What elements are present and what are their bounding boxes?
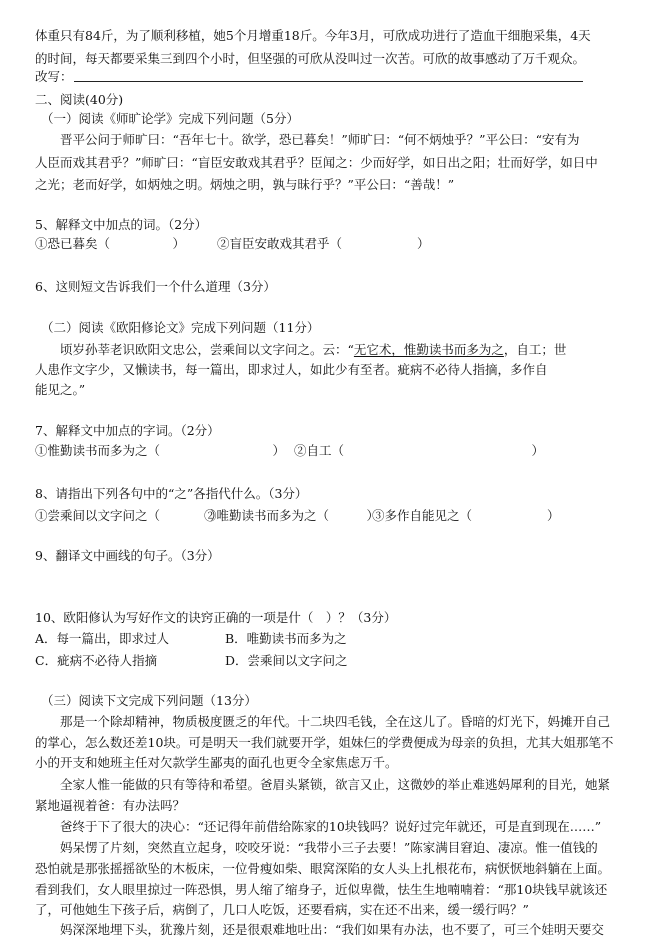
part-1-text-line-2: 人臣而戏其君乎？”师旷曰：“盲臣安敢戏其君乎？臣闻之：少而好学，如日出之阳；壮而好学，如日中 (35, 155, 598, 170)
part-2-text-line-2: 人患作文字少，又懒读书，每一篇出，即求过人，如此少有至者。疵病不必待人指摘，多作自 (35, 362, 548, 377)
question-10: 10、欧阳修认为写好作文的诀窍正确的一项是什（ ）？（3分） (35, 610, 397, 625)
part-1-heading: （一）阅读《师旷论学》完成下列问题（5分） (41, 111, 299, 126)
part-2-text-line-3: 能见之。” (35, 382, 86, 397)
part-3-line-3: 小的开支和她班主任对欠款学生鄙夷的面孔也更令全家焦虑万千。 (35, 755, 398, 770)
question-9: 9、翻译文中画线的句子。（3分） (35, 548, 220, 563)
question-10-option-c: C．疵病不必待人指摘 (35, 653, 158, 668)
part-2-text-line-1 (60, 342, 566, 358)
part-3-line-1: 那是一个除却精神，物质极度匮乏的年代。十二块四毛钱，全在这儿了。昏暗的灯光下，妈摊开自己 (60, 714, 611, 729)
part-2-text-pre: 顷岁孙莘老识欧阳文忠公，尝乘间以文字问之。云：“ (60, 342, 354, 357)
question-6: 6、这则短文告诉我们一个什么道理（3分） (35, 279, 276, 294)
question-7-item-b: ②自工（ ） (294, 443, 545, 458)
question-8-item-c: ③多作自能见之（ ） (372, 508, 560, 523)
part-3-line-8: 恐怕就是那张摇摇欲坠的木板床，一位骨瘦如柴、眼窝深陷的女人头上扎根花布，病恹恹地斜躺在上面。 (35, 861, 611, 876)
story-line-1: 体重只有84斤，为了顺利移植，她5个月增重18斤。今年3月，可欣成功进行了造血干细胞采集，4天 (35, 28, 591, 43)
story-line-2: 的时间，每天都要采集三到四个小时，但坚强的可欣从没叫过一次苦。可欣的故事感动了万千观众。 (35, 51, 586, 66)
rewrite-answer-line[interactable] (74, 81, 583, 82)
part-2-text-post: ，自工；世 (503, 342, 567, 357)
part-2-heading: （二）阅读《欧阳修论文》完成下列问题（11分） (41, 320, 320, 335)
question-8-item-a: ①尝乘间以文字问之（ ） (35, 508, 223, 523)
part-1-text-line-1: 晋平公问于师旷曰：“吾年七十。欲学，恐已暮矣！”师旷曰：“何不炳烛乎？”平公曰：“安有为 (60, 132, 580, 147)
question-8: 8、请指出下列各句中的“之”各指代什么。（3分） (35, 486, 308, 501)
part-3-heading: （三）阅读下文完成下列问题（13分） (41, 693, 257, 708)
part-1-text-line-3: 之光；老而好学，如炳烛之明。炳烛之明，孰与昧行乎？”平公曰：“善哉！” (35, 177, 455, 192)
question-5-item-a: ①恐已暮矣（ ） (35, 236, 186, 251)
part-3-line-11: 妈深深地埋下头，犹豫片刻，还是很艰难地吐出：“我们如果有办法，也不要了，可三个娃明天要交 (60, 922, 604, 937)
question-7-item-a: ①惟勤读书而多为之（ ） (35, 443, 286, 458)
question-8-item-b: ②唯勤读书而多为之（ ） (204, 508, 380, 523)
question-10-option-b: B．唯勤读书而多为之 (225, 631, 347, 646)
question-10-option-a: A．每一篇出，即求过人 (35, 631, 170, 646)
part-3-line-2: 的掌心，怎么数还差10块。可是明天一我们就要开学，姐妹仨的学费便成为母亲的负担，尤其大姐那笔不 (35, 735, 614, 750)
question-5-item-b: ②盲臣安敢戏其君乎（ ） (217, 236, 430, 251)
part-3-line-4: 全家人惟一能做的只有等待和希望。爸眉头紧锁，欲言又止，这微妙的举止难逃妈犀利的目光，她紧 (60, 777, 611, 792)
part-3-line-6: 爸终于下了很大的决心：“还记得年前借给陈家的10块钱吗？说好过完年就还，可是直到现在……” (60, 819, 602, 834)
rewrite-label: 改写： (35, 69, 73, 84)
question-5: 5、解释文中加点的词。（2分） (35, 217, 208, 232)
part-3-line-10: 了，可他她生下孩子后，病倒了，几口人吃饭，还要看病，实在还不出来，缓一缓行吗？” (35, 902, 529, 917)
question-7: 7、解释文中加点的字词。（2分） (35, 423, 220, 438)
part-3-line-5: 紧地逼视着爸：有办法吗？ (35, 798, 186, 813)
part-3-line-7: 妈呆愣了片刻，突然直立起身，咬咬牙说：“我带小三子去要！”陈家满目窘迫、凄凉。惟一值钱的 (60, 840, 598, 855)
part-3-line-9: 看到我们，女人眼里掠过一阵恐惧，男人缩了缩身子，近似卑微，怯生生地喃喃着：“那10块钱早就该还 (35, 882, 608, 897)
section-2-heading: 二、阅读(40分) (35, 92, 124, 107)
underlined-sentence: 无它术，惟勤读书而多为之 (353, 342, 504, 357)
question-10-option-d: D．尝乘间以文字问之 (225, 653, 348, 668)
